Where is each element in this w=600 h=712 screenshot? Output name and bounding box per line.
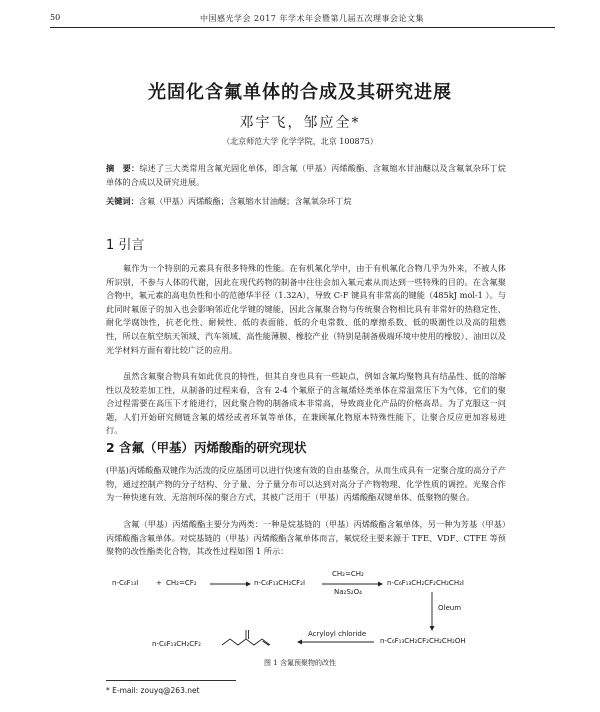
footnote: * E-mail: zouyq@263.net — [106, 686, 200, 695]
reagent-acryloyl-chloride: Acryloyl chloride — [308, 630, 367, 638]
arrow-1-head — [246, 582, 251, 587]
ester-skeleton — [222, 639, 270, 645]
plus-sign: + — [156, 579, 162, 587]
running-title: 中国感光学会 2017 年学术年会暨第几届五次理事会论文集 — [200, 14, 424, 23]
header-rule — [50, 27, 555, 28]
page-number: 50 — [50, 13, 61, 22]
section-2-paragraph-2: 含氟（甲基）丙烯酸酯主要分为两类：一种是烷基链的（甲基）丙烯酸酯含氟单体，另一种为芳基（甲基）丙烯酸酯含氟单体。对烷基链的（甲基）丙烯酸酯含氟单体而言，氟烷烃主要来源于 TFE、VDF、CTFE 等预聚物的改性酯类化合物，其改性过程如图 1 所示： — [106, 519, 506, 557]
footnote-rule — [106, 680, 236, 681]
abstract-label: 摘 要： — [106, 163, 140, 173]
running-header — [50, 13, 555, 27]
product-3: n-C₆F₁₃CH₂CF₂CH₂CH₂OH — [380, 637, 466, 645]
product-2: n-C₆F₁₃CH₂CF₂CH₂CH₂I — [387, 579, 464, 587]
reaction-scheme — [112, 568, 512, 658]
paper-title: 光固化含氟单体的合成及其研究进展 — [148, 82, 452, 103]
section-2-paragraph-1: (甲基)丙烯酸酯双键作为活泼的反应基团可以进行快速有效的自由基聚合，从而生成具有一定聚合度的高分子产物，通过控制产物的分子结构、分子量、分子量分布可以达到对高分子产物物理、化学性质的调控。光聚合作为一种快速有效、无溶剂环保的聚合方式，其被广泛用于（甲基）丙烯酸酯双键单体、低聚物的聚合。 — [106, 465, 506, 503]
section-1-heading: 1 引言 — [106, 238, 145, 253]
abstract-text: 综述了三大类常用含氟光固化单体，即含氟（甲基）丙烯酸酯、含氟缩水甘油醚以及含氟氧杂环丁烷单体的合成以及研究进展。 — [106, 163, 506, 187]
abstract — [106, 162, 506, 189]
arrow-2-head — [378, 582, 383, 587]
section-1-paragraph-2: 虽然含氟聚合物具有如此优良的特性，但其自身也具有一些缺点，例如含氟均聚物具有结晶性、低的溶解性以及较差加工性，从制备的过程来看，含有 2-4 个氟原子的含氟烯烃类单体在常温常压下为气体，它们的聚合过程需要在高压下才能进行，因此聚合物的制备成本非常高，导致商业化产品的价格高昂。为了克服这一问题，人们开始研究侧链含氟的烯烃或者环氧等单体，在兼顾氟化物原本特殊性能下，让聚合反应更加容易进行。 — [106, 371, 506, 436]
keywords — [106, 196, 352, 207]
product-4: n-C₆F₁₃CH₂CF₂ — [152, 640, 201, 648]
reactant-2: CH₂=CF₂ — [166, 579, 197, 587]
section-1-paragraph-1: 氟作为一个特别的元素具有很多特殊的性能。在有机氟化学中，由于有机氟化合物几乎为外来，不被人体所识别，不参与人体的代谢，因此在现代药物的制备中往往会加入氟元素从而达到一些特殊的目的。在含氟聚合物中，氟元素的高电负性和小的范德华半径（1.32A），导致 C-F 键具有非常高的键能（485kJ mol-1 ）。与此同时氟原子的加入也会影响邻近化学键的键能，因此含氟聚合物与传统聚合物相比具有非常好的热稳定性、耐化学腐蚀性，抗老化性、耐候性、低的表面能、低的介电常数、低的摩擦系数、低的吸潮性以及高的阻燃性，所以在航空航天领域、汽车领域、高性能薄膜、橡胶产业（特别是制备极端环境中使用的橡胶）、油田以及光学材料方面有着比较广泛的应用。 — [106, 263, 506, 355]
keywords-label: 关键词： — [106, 196, 139, 206]
reactant-1: n-C₆F₁₃I — [112, 579, 139, 587]
arrow-4-head — [297, 640, 302, 645]
figure-caption: 图 1 含氟预聚物的改性 — [264, 659, 336, 667]
keywords-text: 含氟（甲基）丙烯酸酯；含氟缩水甘油醚；含氟氧杂环丁烷 — [138, 196, 352, 206]
reagent-oleum: Oleum — [438, 604, 462, 612]
reagent-ethylene: CH₂=CH₂ — [332, 570, 364, 578]
product-1: n-C₆F₁₃CH₂CF₂I — [254, 579, 306, 587]
arrow-3-head — [430, 626, 435, 631]
affiliation: （北京师范大学 化学学院，北京 100875） — [222, 137, 378, 146]
authors: 邓宇飞，邹应全* — [239, 115, 361, 131]
reagent-dithionite: Na₂S₂O₄ — [334, 588, 362, 596]
section-2-heading: 2 含氟（甲基）丙烯酸酯的研究现状 — [106, 440, 307, 455]
